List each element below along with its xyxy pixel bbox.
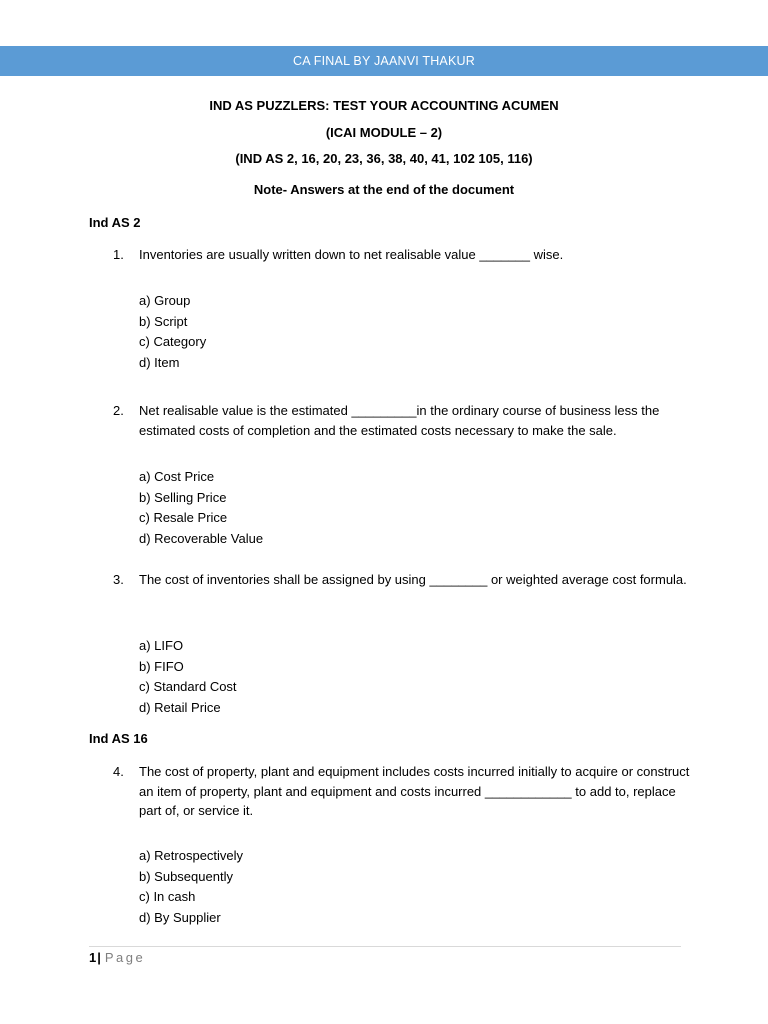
option-d: d) Retail Price [139,699,221,715]
options-question-2 [139,467,263,549]
question-3 [113,570,693,590]
option-d: d) Item [139,354,180,370]
question-text: Net realisable value is the estimated _________in the ordinary course of business less the estimated costs of completion and the estimated costs necessary to make the sale. [139,403,660,438]
option-c: c) In cash [139,889,196,904]
section-heading-ind-as-16: Ind AS 16 [89,731,148,746]
question-text: The cost of property, plant and equipment includes costs incurred initially to acquire or construct an item of property, plant and equipment and costs incurred ____________ to add to, replace part of, or service it. [139,764,690,818]
option-d: d) Recoverable Value [139,530,264,546]
option-b: b) Script [139,313,188,329]
question-text: Inventories are usually written down to net realisable value _______ wise. [139,247,564,262]
title-line-3: (IND AS 2, 16, 20, 23, 36, 38, 40, 41, 102 105, 116) [235,151,533,166]
question-number: 1. [113,247,124,262]
footer-divider [89,946,681,947]
option-d: d) By Supplier [139,909,221,925]
question-2 [113,401,693,440]
header-banner: CA FINAL BY JAANVI THAKUR [0,46,768,76]
option-b: b) FIFO [139,658,184,674]
option-a: a) Group [139,293,191,308]
question-4 [113,762,693,821]
title-line-2: (ICAI MODULE – 2) [325,124,443,140]
answers-note: Note- Answers at the end of the document [253,181,515,197]
options-question-1 [139,291,206,373]
section-heading-ind-as-2: Ind AS 2 [89,215,141,230]
option-a: a) Retrospectively [139,848,244,863]
page-number: 1 [89,950,97,965]
page-footer [89,950,145,965]
question-number: 4. [113,764,124,779]
question-text: The cost of inventories shall be assigned by using ________ or weighted average cost formula. [139,572,687,587]
option-b: b) Subsequently [139,868,233,884]
options-question-4 [139,846,243,928]
option-a: a) LIFO [139,638,184,653]
option-c: c) Standard Cost [139,679,237,694]
document-title [0,96,768,206]
option-c: c) Resale Price [139,510,228,525]
page-label: Page [104,950,146,965]
question-number: 3. [113,572,124,587]
question-1 [113,245,693,265]
question-number: 2. [113,403,124,418]
options-question-3 [139,636,237,718]
title-line-1: IND AS PUZZLERS: TEST YOUR ACCOUNTING ACUMEN [209,98,559,113]
option-b: b) Selling Price [139,489,227,505]
option-a: a) Cost Price [139,469,215,484]
option-c: c) Category [139,334,207,349]
footer-separator: | [97,950,101,965]
